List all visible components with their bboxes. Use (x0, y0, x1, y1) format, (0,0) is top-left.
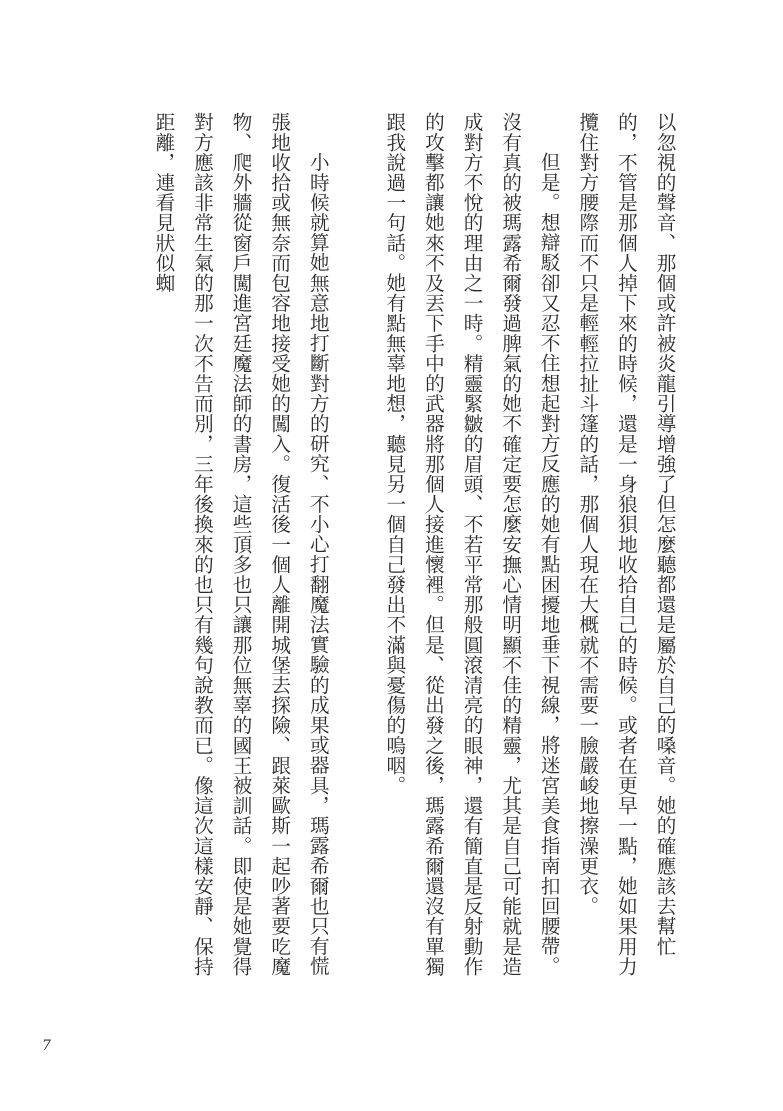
paragraph-2-text: 但是。想辯駁卻又忍不住想起對方反應的她有點困擾地垂下視線，將迷宮美食指南扣回腰帶。沒有真的被瑪露希爾發過脾氣的她不確定要怎麼安撫心情明顯不佳的精靈，尤其是自己可能就是造成對方不悅的理由之一時。精靈緊皺的眉頭、不若平常那般圓滾清亮的眼神，還有簡直是反射動作的攻擊都讓她來不及丟下手中的武器將那個人接進懷裡。但是、從出發之後，瑪露希爾還沒有單獨跟我說過一句話。她有點無辜地想，聽見另一個自己發出不滿與憂傷的嗚咽。 (382, 112, 561, 977)
paragraph-1 (567, 112, 683, 992)
paragraph-3-text: 小時候就算她無意地打斷對方的研究、不小心打翻魔法實驗的成果或器具，瑪露希爾也只有慌張地收拾或無奈而包容地接受她的闖入。復活後一個人離開城堡去探險、跟萊歐斯一起吵著要吃魔物、爬外牆從窗戶闖進宮廷魔法師的書房，這些頂多也只讓那位無辜的國王被訓話。即使是她覺得對方應該非常生氣的那一次不告而別，三年後換來的也只有幾句說教而已。像這次這樣安靜、保持距離，連看見狀似蜘 (151, 112, 330, 977)
paragraph-3 (143, 112, 336, 992)
paragraph-2 (374, 112, 567, 992)
page-number: 7 (42, 1038, 51, 1054)
paragraph-1-text: 以忽視的聲音、那個或許被炎龍引導增強了但怎麼聽都還是屬於自己的嗓音。她的確應該去幫忙的，不管是那個人掉下來的時候，還是一身狼狽地收拾自己的時候。或者在更早一點，她如果用力攬住對方腰際而不只是輕輕拉扯斗篷的話，那個人現在大概就不需要一臉嚴峻地擦澡更衣。 (575, 112, 676, 977)
vertical-text-body (83, 112, 683, 992)
